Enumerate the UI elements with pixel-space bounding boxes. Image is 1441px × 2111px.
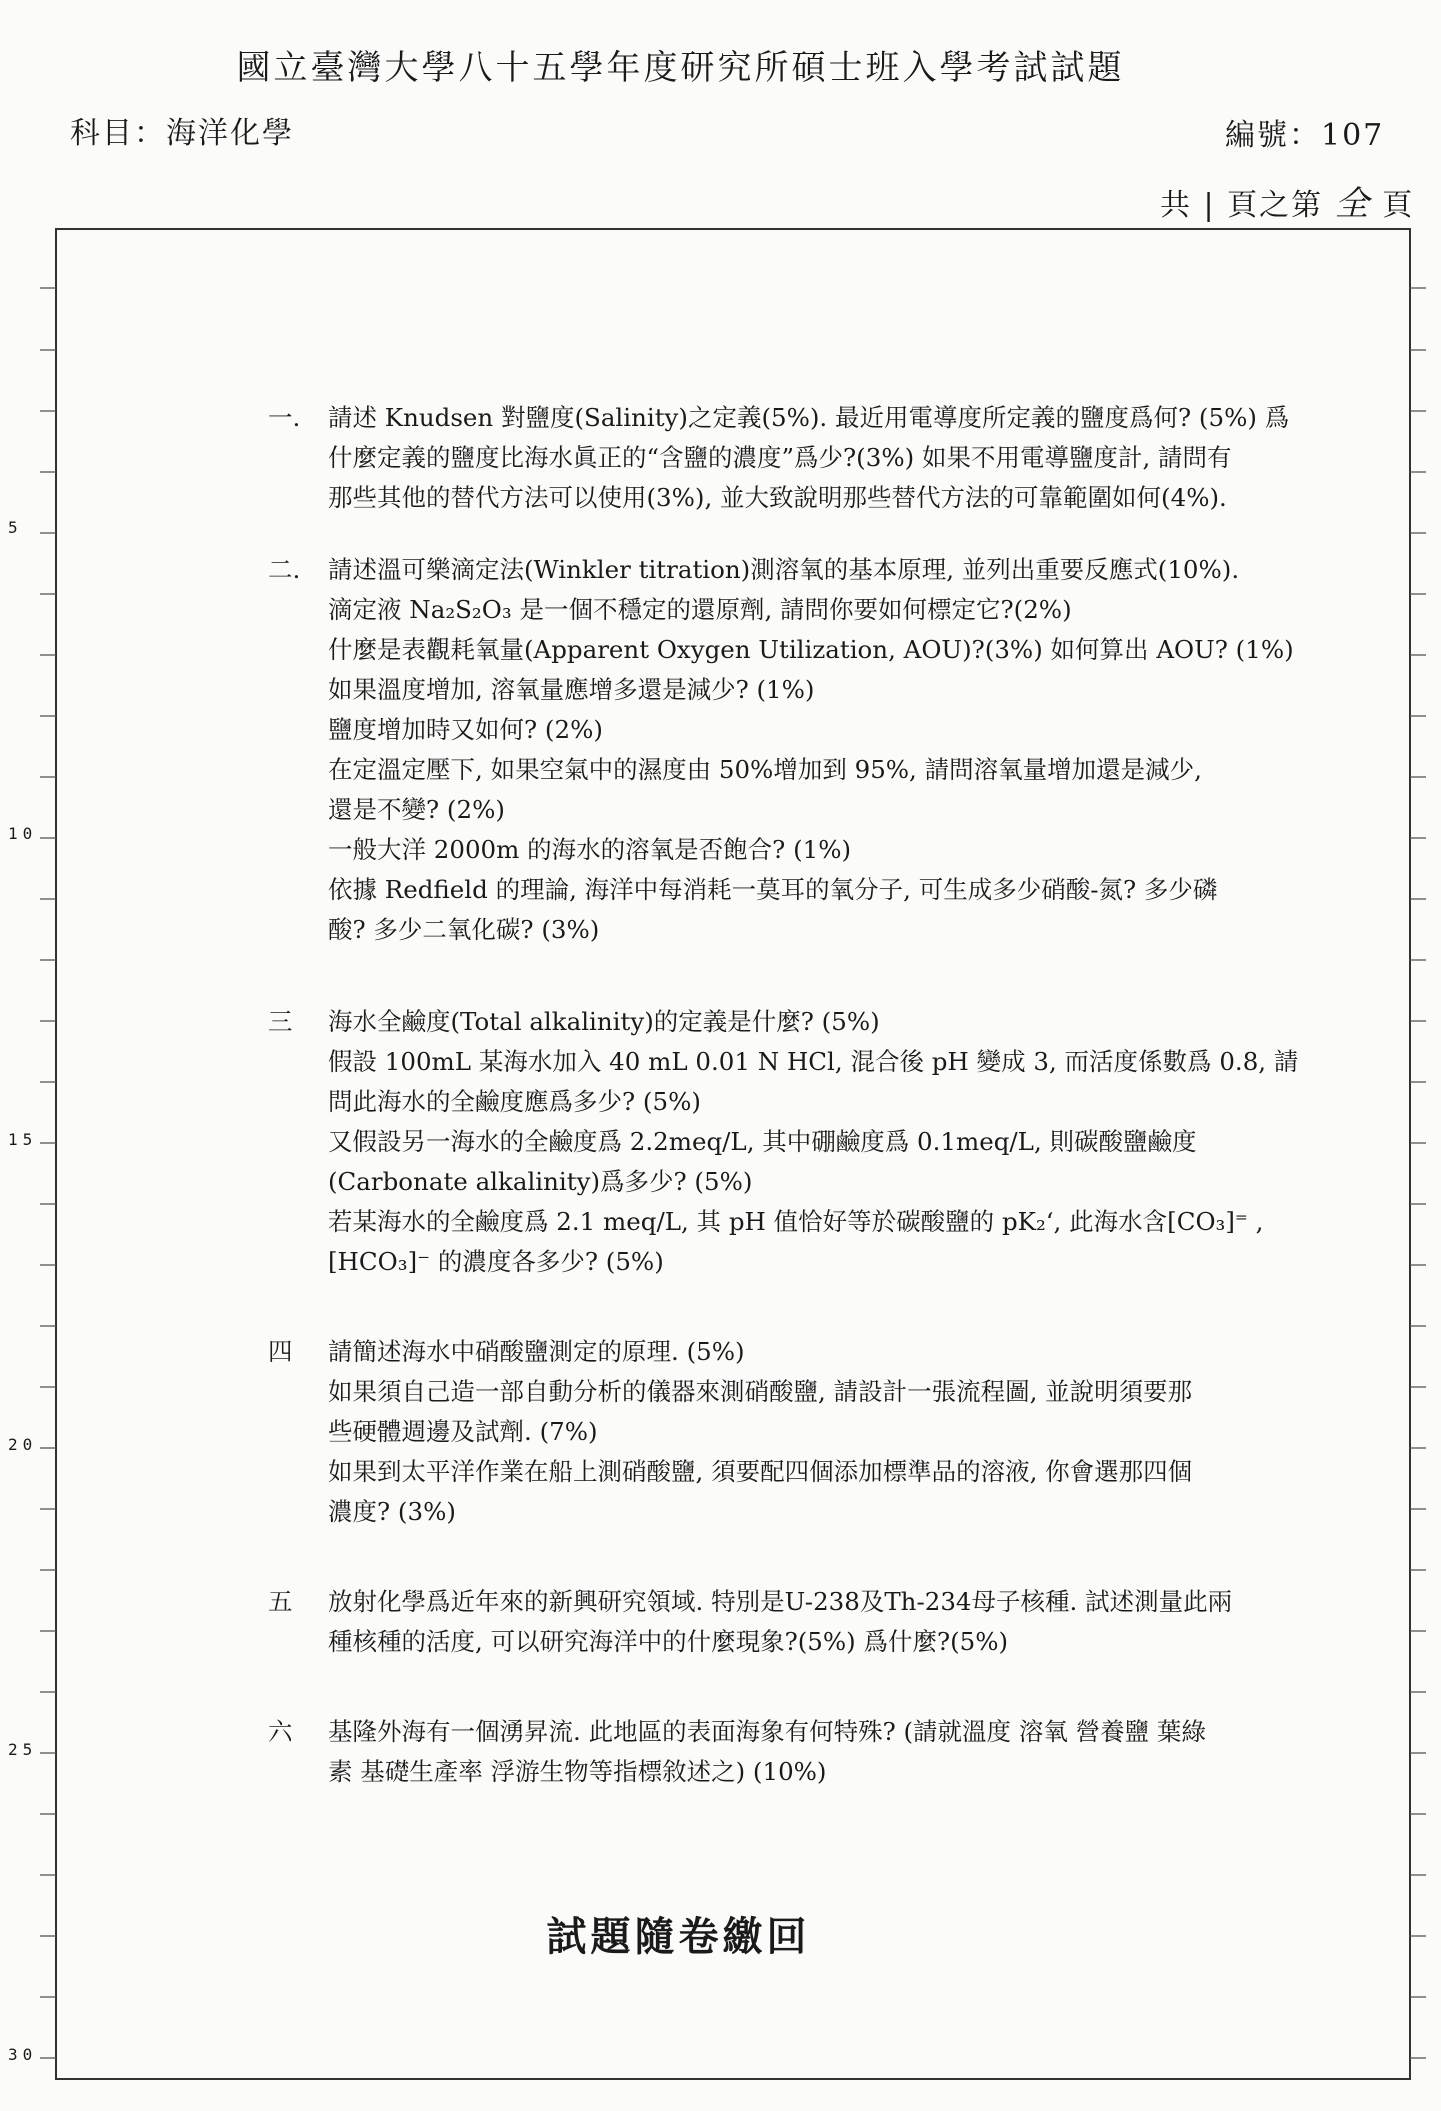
question-number: 三 xyxy=(268,1007,293,1036)
question-line: (Carbonate alkalinity)爲多少? (5%) xyxy=(328,1167,753,1196)
question-1 xyxy=(268,398,1328,518)
question-line: 鹽度增加時又如何? (2%) xyxy=(328,715,603,744)
page-count-suffix: 頁 xyxy=(1382,188,1415,223)
question-line: 如果溫度增加, 溶氧量應增多還是減少? (1%) xyxy=(328,675,815,704)
question-line: 又假設另一海水的全鹼度爲 2.2meq/L, 其中硼鹼度爲 0.1meq/L, 則碳酸鹽鹼度 xyxy=(328,1127,1197,1156)
question-line: 基隆外海有一個湧昇流. 此地區的表面海象有何特殊? (請就溫度 溶氧 營養鹽 葉綠 xyxy=(328,1717,1206,1746)
page-count-handwritten: 全 xyxy=(1334,184,1371,224)
margin-number-25: 25 xyxy=(8,1740,38,1759)
question-line: 如果到太平洋作業在船上測硝酸鹽, 須要配四個添加標準品的溶液, 你會選那四個 xyxy=(328,1457,1193,1486)
question-line: 如果須自己造一部自動分析的儀器來測硝酸鹽, 請設計一張流程圖, 並說明須要那 xyxy=(328,1377,1193,1406)
question-line: 那些其他的替代方法可以使用(3%), 並大致說明那些替代方法的可靠範圍如何(4%). xyxy=(328,483,1227,512)
question-line: 請述 Knudsen 對鹽度(Salinity)之定義(5%). 最近用電導度所定義的鹽度爲何? (5%) 爲 xyxy=(328,403,1290,432)
question-6 xyxy=(268,1712,1328,1792)
question-line: 假設 100mL 某海水加入 40 mL 0.01 N HCl, 混合後 pH 變成 3, 而活度係數爲 0.8, 請 xyxy=(328,1047,1299,1076)
question-number: 一. xyxy=(268,403,301,432)
page-count-prefix: 共 | 頁之第 xyxy=(1160,188,1324,223)
exam-subject: 科目：海洋化學 xyxy=(70,116,294,151)
question-2 xyxy=(268,550,1328,950)
return-notice: 試題隨卷繳回 xyxy=(546,1913,811,1960)
question-line: 些硬體週邊及試劑. (7%) xyxy=(328,1417,598,1446)
question-line: 海水全鹼度(Total alkalinity)的定義是什麼? (5%) xyxy=(328,1007,880,1036)
question-line: 請述溫可樂滴定法(Winkler titration)測溶氧的基本原理, 並列出重要反應式(10%). xyxy=(328,555,1240,584)
question-number: 二. xyxy=(268,555,301,584)
question-5 xyxy=(268,1582,1328,1662)
question-line: 滴定液 Na₂S₂O₃ 是一個不穩定的還原劑, 請問你要如何標定它?(2%) xyxy=(328,595,1072,624)
margin-number-20: 20 xyxy=(8,1435,38,1454)
question-line: 問此海水的全鹼度應爲多少? (5%) xyxy=(328,1087,701,1116)
margin-number-5: 5 xyxy=(8,518,23,537)
question-line: 放射化學爲近年來的新興研究領域. 特別是U-238及Th-234母子核種. 試述測量此兩 xyxy=(328,1587,1233,1616)
question-line: 什麼定義的鹽度比海水眞正的“含鹽的濃度”爲少?(3%) 如果不用電導鹽度計, 請問有 xyxy=(328,443,1232,472)
question-line: 還是不變? (2%) xyxy=(328,795,505,824)
exam-title: 國立臺灣大學八十五學年度研究所碩士班入學考試試題 xyxy=(236,48,1125,88)
question-list xyxy=(268,398,1328,1792)
question-number: 五 xyxy=(268,1587,293,1616)
question-line: 濃度? (3%) xyxy=(328,1497,456,1526)
question-line: 請簡述海水中硝酸鹽測定的原理. (5%) xyxy=(328,1337,745,1366)
margin-number-10: 10 xyxy=(8,824,38,843)
margin-number-30: 30 xyxy=(8,2045,38,2064)
question-line: 酸? 多少二氧化碳? (3%) xyxy=(328,915,600,944)
question-line: 在定溫定壓下, 如果空氣中的濕度由 50%增加到 95%, 請問溶氧量增加還是減少, xyxy=(328,755,1202,784)
question-line: 什麼是表觀耗氧量(Apparent Oxygen Utilization, AOU)?(3%) 如何算出 AOU? (1%) xyxy=(328,635,1294,664)
question-number: 四 xyxy=(268,1337,293,1366)
question-line: 一般大洋 2000m 的海水的溶氧是否飽合? (1%) xyxy=(328,835,852,864)
question-line: 素 基礎生產率 浮游生物等指標敘述之) (10%) xyxy=(328,1757,827,1786)
question-number: 六 xyxy=(268,1717,293,1746)
question-line: 若某海水的全鹼度爲 2.1 meq/L, 其 pH 值恰好等於碳酸鹽的 pK₂‘, 此海水含[CO₃]⁼ , xyxy=(328,1207,1264,1236)
question-line: [HCO₃]⁻ 的濃度各多少? (5%) xyxy=(328,1247,664,1276)
page-count xyxy=(1160,176,1414,225)
question-3 xyxy=(268,1002,1328,1282)
question-line: 種核種的活度, 可以研究海洋中的什麼現象?(5%) 爲什麼?(5%) xyxy=(328,1627,1009,1656)
question-4 xyxy=(268,1332,1328,1532)
margin-number-15: 15 xyxy=(8,1130,38,1149)
question-line: 依據 Redfield 的理論, 海洋中每消耗一莫耳的氧分子, 可生成多少硝酸-氮? 多少磷 xyxy=(328,875,1218,904)
exam-code: 編號：107 xyxy=(1225,118,1385,153)
